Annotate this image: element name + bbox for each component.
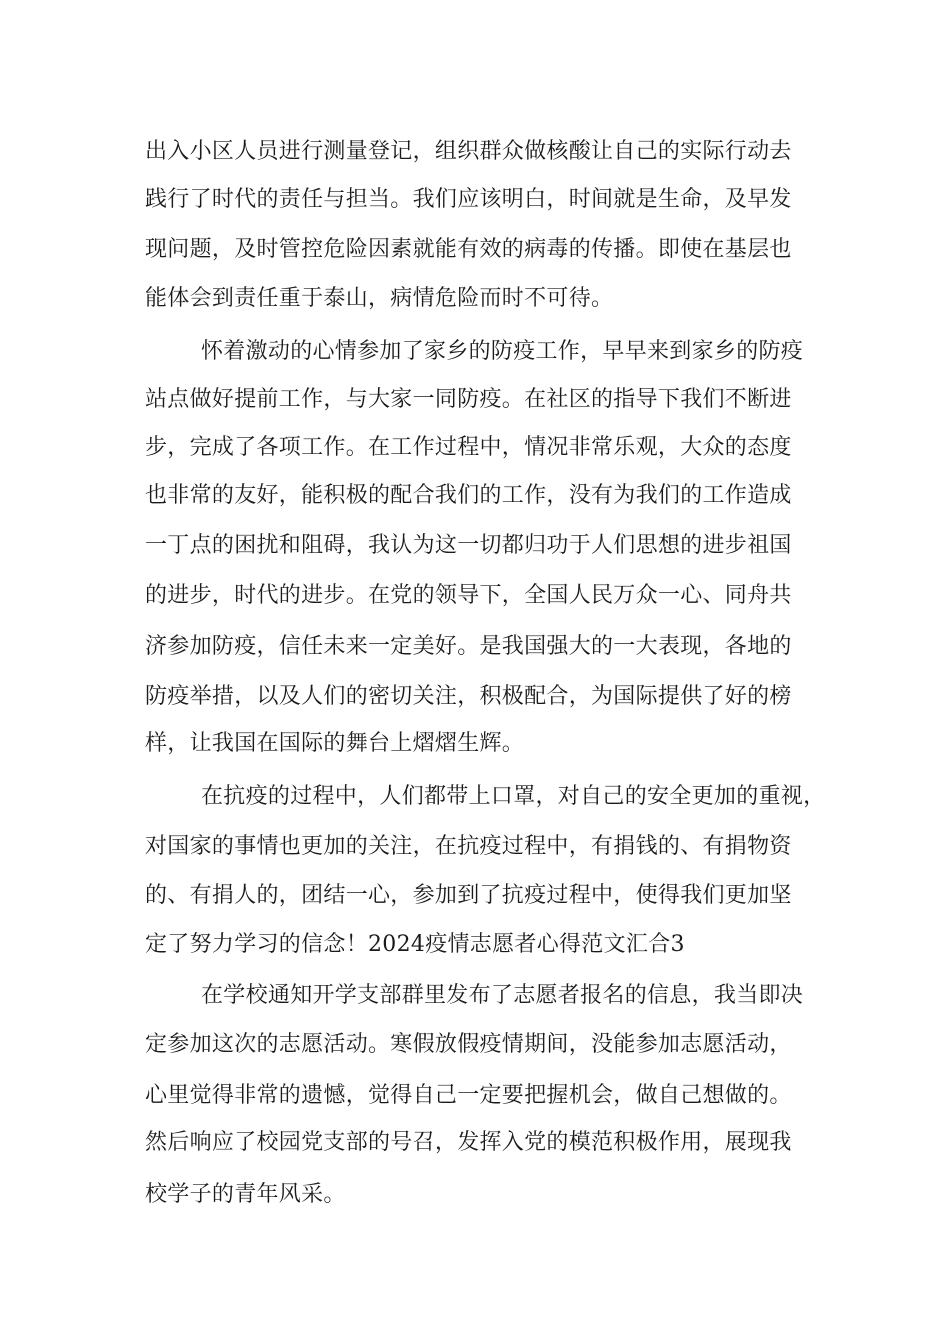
paragraph-line: 防疫举措，以及人们的密切关注，积极配合，为国际提供了好的榜 <box>145 684 792 709</box>
paragraph-line: 定了努力学习的信念！2024疫情志愿者心得范文汇合3 <box>145 932 685 957</box>
paragraph-line: 站点做好提前工作，与大家一同防疫。在社区的指导下我们不断进 <box>145 387 792 412</box>
paragraph-line: 对国家的事情也更加的关注，在抗疫过程中，有捐钱的、有捐物资 <box>145 834 792 859</box>
paragraph-line: 定参加这次的志愿活动。寒假放假疫情期间，没能参加志愿活动， <box>145 1032 792 1057</box>
paragraph-line: 也非常的友好，能积极的配合我们的工作，没有为我们的工作造成 <box>145 483 792 508</box>
paragraph-line: 样，让我国在国际的舞台上熠熠生辉。 <box>145 731 525 756</box>
paragraph-line: 校学子的青年风采。 <box>145 1182 346 1207</box>
paragraph-line: 一丁点的困扰和阻碍，我认为这一切都归功于人们思想的进步祖国 <box>145 533 792 558</box>
paragraph-line: 出入小区人员进行测量登记，组织群众做核酸让自己的实际行动去 <box>145 139 792 164</box>
paragraph-line: 的、有捐人的，团结一心，参加到了抗疫过程中，使得我们更加坚 <box>145 883 792 908</box>
paragraph-line: 能体会到责任重于泰山，病情危险而时不可待。 <box>145 286 614 311</box>
paragraph-line: 心里觉得非常的遗憾，觉得自己一定要把握机会，做自己想做的。 <box>145 1083 792 1108</box>
paragraph-line: 济参加防疫，信任未来一定美好。是我国强大的一大表现，各地的 <box>145 634 792 659</box>
paragraph-line: 现问题，及时管控危险因素就能有效的病毒的传播。即使在基层也 <box>145 237 792 262</box>
paragraph-line: 步，完成了各项工作。在工作过程中，情况非常乐观，大众的态度 <box>145 435 792 460</box>
paragraph-line: 践行了时代的责任与担当。我们应该明白，时间就是生命，及早发 <box>145 187 792 212</box>
paragraph-line: 在抗疫的过程中，人们都带上口罩，对自己的安全更加的重视， <box>201 784 826 809</box>
paragraph-line: 怀着激动的心情参加了家乡的防疫工作，早早来到家乡的防疫 <box>201 339 804 364</box>
paragraph-line: 然后响应了校园党支部的号召，发挥入党的模范积极作用，展现我 <box>145 1130 792 1155</box>
paragraph-line: 在学校通知开学支部群里发布了志愿者报名的信息，我当即决 <box>201 983 804 1008</box>
paragraph-line: 的进步，时代的进步。在党的领导下，全国人民万众一心、同舟共 <box>145 583 792 608</box>
